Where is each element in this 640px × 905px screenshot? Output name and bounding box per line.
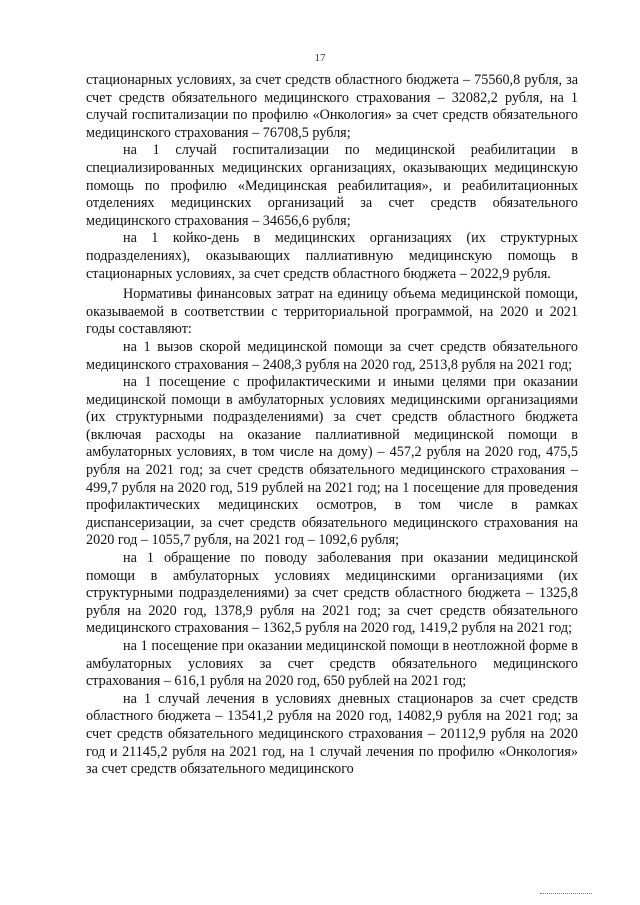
paragraph-palliative-bed-day: на 1 койко-день в медицинских организациях (их структурных подразделениях), оказывающих паллиативную медицинскую помощь в стационарных условиях, за счет средств областного бюджета – 2022,9 рубля. — [86, 230, 578, 282]
footer-dotted-mark — [540, 893, 592, 894]
paragraph-ambulance-call: на 1 вызов скорой медицинской помощи за счет средств обязательного медицинского страхования – 2408,3 рубля на 2020 год, 2513,8 рубля на 2021 год; — [86, 338, 578, 373]
paragraph-day-hospital: на 1 случай лечения в условиях дневных стационаров за счет средств областного бюджета – 13541,2 рубля на 2020 год, 14082,9 рубля на 2021 год; за счет средств обязательного медицинского страхования – 20112,9 рубля на 2020 год и 21145,2 рубля на 2021 год, на 1 случай лечения по профилю «Онкология» за счет средств обязательного медицинского — [86, 690, 578, 778]
paragraph-urgent-visit: на 1 посещение при оказании медицинской помощи в неотложной форме в амбулаторных условиях за счет средств обязательного медицинского страхования – 616,1 рубля на 2020 год, 650 рублей на 2021 год; — [86, 638, 578, 690]
paragraph-inpatient-continuation: стационарных условиях, за счет средств областного бюджета – 75560,8 рубля, за счет средств обязательного медицинского страхования – 32082,2 рубля, на 1 случай госпитализации по профилю «Онкология» за счет средств обязательного медицинского страхования – 76708,5 рубля; — [86, 72, 578, 141]
paragraph-preventive-visit: на 1 посещение с профилактическими и иными целями при оказании медицинской помощи в амбулаторных условиях медицинскими организациями (их структурными подразделениями) за счет средств областного бюджета (включая расходы на оказание паллиативной медицинской помощи в амбулаторных условиях, в том числе на дому) – 457,2 рубля на 2020 год, 475,5 рубля на 2021 год; за счет средств обязательного медицинского страхования – 499,7 рубля на 2020 год, 519 рублей на 2021 год; на 1 посещение для проведения профилактических медицинских осмотров, в том числе в рамках диспансеризации, за счет средств обязательного медицинского страхования на 2020 год – 1055,7 рубля, на 2021 год – 1092,6 рубля; — [86, 374, 578, 549]
page-number: 17 — [314, 52, 326, 64]
paragraph-rehabilitation: на 1 случай госпитализации по медицинской реабилитации в специализированных медицинских организациях, оказывающих медицинскую помощь по профилю «Медицинская реабилитация», и реабилитационных отделениях медицинских организаций за счет средств обязательного медицинского страхования – 34656,6 рубля; — [86, 142, 578, 229]
paragraph-norms-intro: Нормативы финансовых затрат на единицу объема медицинской помощи, оказываемой в соответствии с территориальной программой, на 2020 и 2021 годы составляют: — [86, 286, 578, 338]
document-body — [86, 72, 578, 779]
paragraph-disease-appeal: на 1 обращение по поводу заболевания при оказании медицинской помощи в амбулаторных условиях медицинскими организациями (их структурными подразделениями) за счет средств областного бюджета – 1325,8 рубля на 2020 год, 1378,9 рубля на 2021 год; за счет средств обязательного медицинского страхования – 1362,5 рубля на 2020 год, 1419,2 рубля на 2021 год; — [86, 550, 578, 637]
